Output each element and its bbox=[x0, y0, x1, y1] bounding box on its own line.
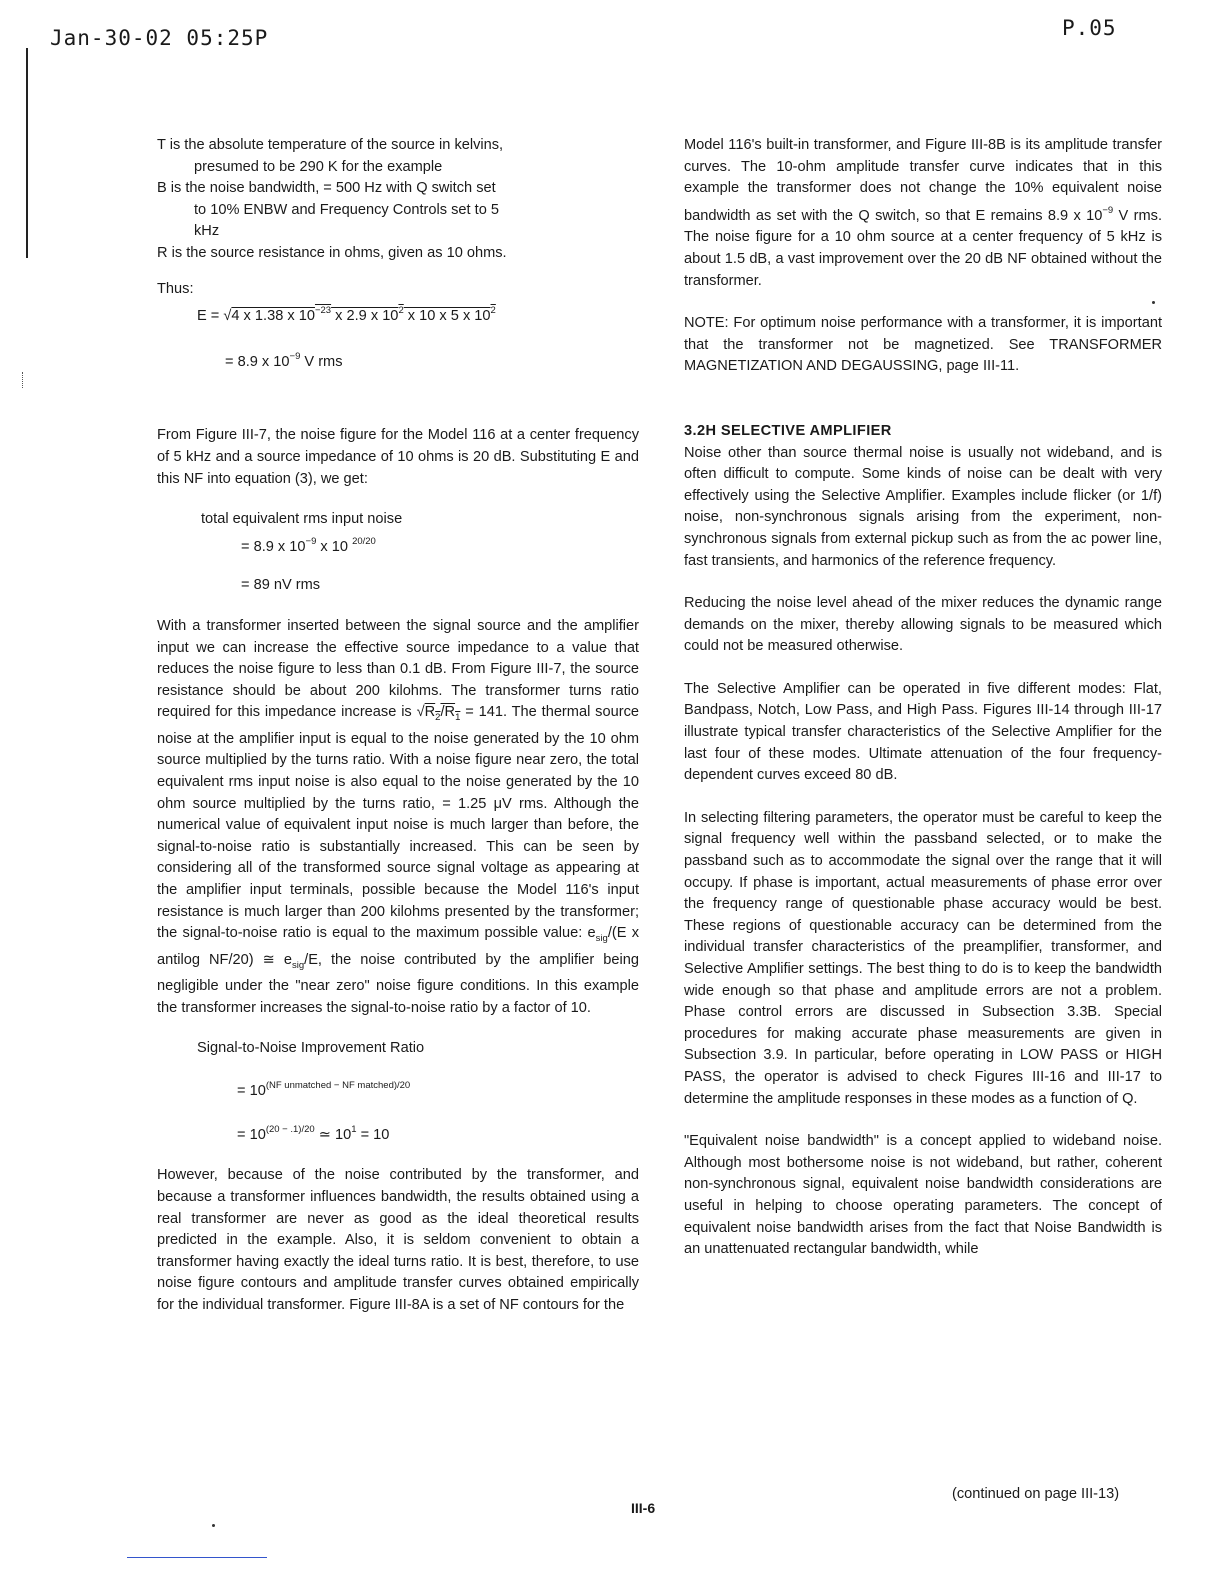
margin-ticks bbox=[22, 372, 25, 388]
section-heading: 3.2H SELECTIVE AMPLIFIER bbox=[684, 422, 892, 439]
equation-E-result: = 8.9 x $10^{-9}$ V rms bbox=[225, 350, 343, 370]
thus-label: Thus: bbox=[157, 280, 194, 297]
snr-label: Signal-to-Noise Improvement Ratio bbox=[197, 1039, 425, 1056]
paragraph-noise-figure: From Figure III-7, the noise figure for the Model 116 at a center frequency of 5 kHz and a source impedance of 10 ohms is 20 dB. Substituting E and this NF into equation (3), we get: bbox=[157, 427, 639, 487]
paragraph-selective-3: The Selective Amplifier can be operated in five different modes: Flat, Bandpass, Notch, Low Pass, and High Pass. Figures III-14 through III-17 illustrate typical transfer characteristics of the Selective Amplifier for the last four of these modes. Ultimate attenuation of the four frequency-dependent curves exceed 80 dB. bbox=[684, 680, 1162, 784]
fax-page-number: P.05 bbox=[1062, 16, 1117, 40]
paragraph-selective-1: Noise other than source thermal noise is usually not wideband, and is often difficult to compute. Some kinds of noise can be dealt with very effectively using the Selective Amplifier. Examples include flicker (or 1/f) noise, non-synchronous signals arising from the experiment, non-synchronous signals from external pickup such as from the ac power line, fast transients, and harmonics of the reference frequency. bbox=[684, 444, 1162, 569]
speck bbox=[212, 1524, 215, 1527]
total-noise-equation: = 8.9 x $10^{-9}$ x 10 $^{20/20}$ bbox=[241, 535, 376, 555]
paragraph-built-in-transformer: Model 116's built-in transformer, and Figure III-8B is its amplitude transfer curves. The 10-ohm amplitude transfer curve indicates that in this example the transformer does not change the 10% equivalent noise bandwidth as set with the Q switch, so that E remains 8.9 x $10^{-9}$ V rms. The noise figure for a 10 ohm source at a center frequency of 5 kHz is about 1.5 dB, a vast improvement over the 20 dB NF obtained without the transformer. bbox=[684, 137, 1163, 289]
snr-equation-1: = $10^{(NF unmatched - NF matched)/20}$ bbox=[237, 1080, 411, 1100]
paragraph-real-transformer: However, because of the noise contributed by the transformer, and because a transformer influences bandwidth, the results obtained using a real transformer are never as good as the ideal theoretical results predicted in the example. Also, it is seldom convenient to obtain a transformer having exactly the ideal turns ratio. It is best, therefore, to use noise figure contours and amplitude transfer curves obtained empirically for the individual transformer. Figure III-8A is a set of NF contours for the bbox=[157, 1167, 639, 1313]
equation-E: E = √4 x 1.38 x $10^{-23}$ x 2.9 x $10^2$ x 10 x 5 x $10^2$ bbox=[197, 305, 496, 325]
continued-note: (continued on page III-13) bbox=[952, 1486, 1120, 1502]
paragraph-selective-5: "Equivalent noise bandwidth" is a concept applied to wideband noise. Although most bothersome noise is not wideband, but rather, coherent non-synchronous signal, equivalent noise bandwidth considerations are useful in helping to choose operating parameters. The concept of equivalent noise bandwidth arises from the fact that Noise Bandwidth is an unattenuated rectangular bandwidth, while bbox=[684, 1133, 1162, 1258]
total-noise-result: = 89 nV rms bbox=[241, 577, 321, 594]
definition-T: T is the absolute temperature of the source in kelvins, presumed to be 290 K for the example bbox=[157, 137, 504, 175]
speck bbox=[1152, 301, 1155, 304]
definition-R: R is the source resistance in ohms, given as 10 ohms. bbox=[157, 244, 507, 261]
snr-equation-2: = $10^{(20 - .1)/20}$ ≃ $10^1 = 10$ bbox=[237, 1123, 390, 1143]
left-column bbox=[157, 135, 639, 1317]
total-noise-label: total equivalent rms input noise bbox=[201, 511, 403, 528]
definition-B: B is the noise bandwidth, = 500 Hz with Q switch set to 10% ENBW and Frequency Controls set to 5 kHz bbox=[157, 180, 499, 240]
page-number: III-6 bbox=[631, 1500, 656, 1516]
paragraph-transformer: With a transformer inserted between the signal source and the amplifier input we can increase the effective source impedance to a value that reduces the noise figure to less than 0.1 dB. From Figure III-7, the source resistance should be about 200 kilohms. The transformer turns ratio required for this impedance increase is $√R_2/R_1 = 141$. The thermal source noise at the amplifier input is equal to the noise generated by the 10 ohm source multiplied by the turns ratio. With a noise figure near zero, the total equivalent rms input noise is also equal to the noise generated by the 10 ohm source multiplied by the turns ratio, = 1.25 μV rms. Although the numerical value of equivalent input noise is much larger than before, the signal-to-noise ratio is substantially increased. This can be seen by considering all of the transformed source signal voltage as appearing at the amplifier input terminals, possible because the Model 116's input resistance is much larger than 200 kilohms presented by the transformer; the signal-to-noise ratio is equal to the maximum possible value: $e_{sig}/(E$ x antilog NF/20) ≅ $e_{sig}/E$, the noise contributed by the amplifier being negligible under the "near zero" noise figure conditions. In this example the transformer increases the signal-to-noise ratio by a factor of 10. bbox=[157, 617, 640, 1016]
paragraph-selective-2: Reducing the noise level ahead of the mixer reduces the dynamic range demands on the mixer, thereby allowing signals to be measured which could not be measured otherwise. bbox=[684, 595, 1162, 655]
right-column bbox=[684, 135, 1162, 1261]
fax-timestamp: Jan-30-02 05:25P bbox=[50, 26, 269, 50]
note-magnetization: NOTE: For optimum noise performance with a transformer, it is important that the transformer not be magnetized. See TRANSFORMER MAGNETIZATION AND DEGAUSSING, page III-11. bbox=[684, 315, 1162, 375]
paragraph-selective-4: In selecting filtering parameters, the operator must be careful to keep the signal frequency well within the passband selected, or to make the passband such as to accommodate the signal over the range that it will occupy. If phase is important, actual measurements of phase error over the frequency range of questionable phase accuracy would be best. These regions of questionable accuracy can be determined from the individual transfer characteristics of the preamplifier, transformer, and Selective Amplifier settings. The best thing to do is to keep the bandwidth wide enough so that phase and amplitude errors are not a problem. Phase control errors are discussed in Subsection 3.3B. Special procedures for making accurate phase measurements are given in Subsection 3.9. In particular, before operating in LOW PASS or HIGH PASS, the operator is advised to check Figures III-16 and III-17 to determine the amplitude responses in these modes as a function of Q. bbox=[684, 809, 1162, 1107]
link-underline bbox=[127, 1557, 267, 1558]
margin-bar bbox=[26, 48, 28, 258]
